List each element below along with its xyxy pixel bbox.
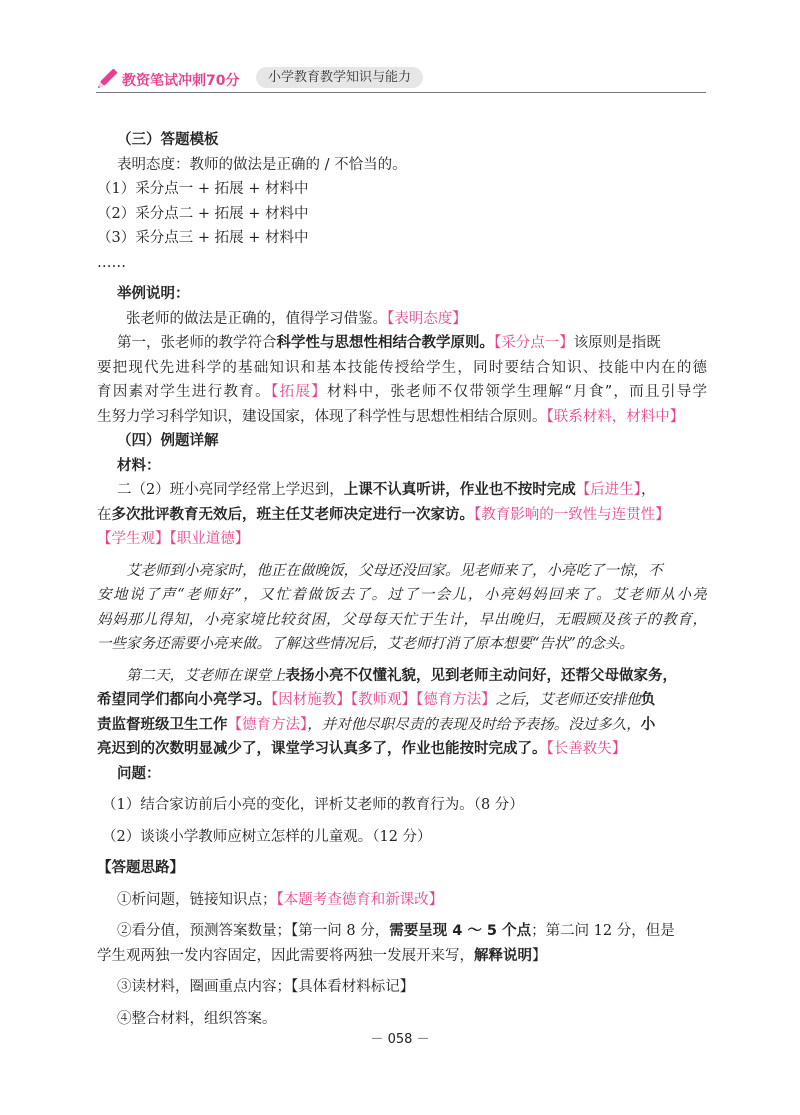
- paragraph-line: [97, 503, 707, 528]
- paragraph-line: [97, 405, 707, 430]
- paragraph-line: [97, 478, 707, 503]
- emphasis-text: 科学性与思想性相结合教学原则。: [276, 335, 494, 351]
- tag-label: 【联系材料，材料中】: [546, 408, 685, 425]
- handwritten-text: ，并对他尽职尽责的表现及时给予表扬。没过多久，: [307, 716, 641, 733]
- list-item: （2）采分点二 + 拓展 + 材料中: [97, 205, 309, 222]
- handwritten-text: 第二天，艾老师在课堂上: [126, 667, 286, 684]
- handwritten-text: 之后，艾老师还安排他: [495, 692, 641, 708]
- text: 育因素对学生进行教育。: [97, 384, 272, 400]
- paragraph-line: [97, 527, 707, 552]
- tag-label: 【表明态度】: [387, 310, 467, 327]
- emphasis-text: 希望同学们都向小亮学习。: [97, 692, 271, 708]
- text: 材料中，张老师不仅带领学生理解“月食”，而且引导学: [327, 384, 707, 400]
- text: 】: [532, 947, 547, 964]
- ellipsis: ……: [97, 254, 126, 271]
- step-item: [97, 919, 707, 944]
- paragraph-line: [97, 664, 707, 689]
- section-heading: 举例说明：: [117, 286, 190, 302]
- page-header: [96, 64, 706, 94]
- tag-label: 【德育方法】: [416, 692, 496, 708]
- tag-label: 【后进生】: [575, 482, 641, 498]
- step-item: [97, 888, 707, 913]
- section-heading: （三）答题模板: [117, 132, 219, 148]
- tag-label: 【因材施教】: [271, 692, 351, 708]
- step-item-continuation: [97, 944, 707, 969]
- tag-label: 【长善救失】: [546, 741, 627, 757]
- paragraph-line: [97, 688, 707, 713]
- subject-badge: 小学教育教学知识与能力: [256, 67, 423, 88]
- list-item: （3）采分点三 + 拓展 + 材料中: [97, 230, 309, 246]
- paragraph-line: [97, 713, 707, 738]
- tag-label: 【教育影响的一致性与连贯性】: [474, 506, 670, 523]
- handwritten-line: 一些家务还需要小亮来做。了解这些情况后，艾老师打消了原本想要“告状”的念头。: [97, 636, 634, 652]
- tag-label: 【教师观】: [350, 692, 416, 708]
- header-divider: [96, 92, 706, 93]
- text: ①析问题，链接知识点；: [117, 891, 277, 908]
- text: 生努力学习科学知识，建设国家，体现了科学性与思想性相结合原则。: [97, 408, 547, 425]
- paragraph-line: [97, 331, 707, 356]
- section-heading: 【答题思路】: [97, 860, 184, 876]
- question-item: （1）结合家访前后小亮的变化，评析艾老师的教育行为。（8 分）: [102, 797, 524, 813]
- tag-label: 【采分点一】: [494, 335, 574, 351]
- text: 学生观两独一发内容固定，因此需要将两独一发展开来写，: [97, 947, 474, 964]
- step-item: ④整合材料，组织答案。: [117, 1010, 277, 1027]
- list-item: （1）采分点一 + 拓展 + 材料中: [97, 181, 309, 197]
- emphasis-text: 小: [640, 716, 656, 733]
- pencil-icon: [96, 68, 118, 90]
- tag-label: 【本题考查德育和新课改】: [276, 891, 444, 908]
- text: 第一，张老师的教学符合: [117, 335, 277, 351]
- emphasis-text: 亮迟到的次数明显减少了，课堂学习认真多了，作业也能按时完成了。: [97, 741, 547, 757]
- text: 该原则是指既: [573, 335, 661, 351]
- emphasis-text: 上课不认真听讲，作业也不按时完成: [343, 482, 576, 498]
- text: ；第二问 12 分，但是: [531, 923, 675, 939]
- section-heading: （四）例题详解: [117, 433, 219, 449]
- emphasis-text: 表扬小亮不仅懂礼貌，见到老师主动问好，还帮父母做家务，: [285, 667, 677, 684]
- question-item: （2）谈谈小学教师应树立怎样的儿童观。（12 分）: [102, 828, 432, 845]
- main-content: [97, 128, 707, 1031]
- emphasis-text: 解释说明: [474, 947, 532, 964]
- text: ②看分值，预测答案数量；【第一问 8 分，: [117, 923, 390, 939]
- step-item: ③读材料，圈画重点内容；【具体看材料标记】: [117, 979, 415, 995]
- text: 张老师的做法是正确的，值得学习借鉴。: [126, 310, 387, 327]
- handwritten-line: 艾老师到小亮家时，他正在做晚饭，父母还没回家。见老师来了，小亮吃了一惊，不: [126, 562, 663, 579]
- text: 在: [97, 506, 112, 523]
- handwritten-line: 安地说了声“老师好”，又忙着做饭去了。过了一会儿，小亮妈妈回来了。艾老师从小亮: [97, 587, 707, 603]
- paragraph-line: [97, 307, 707, 332]
- emphasis-text: 责监督班级卫生工作: [97, 716, 228, 733]
- subheading: 问题：: [117, 765, 161, 782]
- emphasis-text: 多次批评教育无效后，班主任艾老师决定进行一次家访。: [111, 506, 474, 523]
- emphasis-text: 负: [640, 692, 656, 708]
- tag-label: 【德育方法】: [227, 716, 308, 733]
- paragraph-line: 要把现代先进科学的基础知识和基本技能传授给学生，同时要结合知识、技能中内在的德: [97, 359, 707, 376]
- tag-label: 【职业道德】: [169, 531, 250, 547]
- page-number: － 058 －: [370, 1032, 430, 1047]
- paragraph-line: [97, 737, 707, 762]
- tag-label: 【拓展】: [271, 384, 328, 400]
- emphasis-text: 需要呈现 4 ～ 5 个点: [389, 923, 532, 939]
- text: ，: [640, 482, 656, 498]
- tag-label: 【学生观】: [97, 531, 170, 547]
- brand-title: 教资笔试冲刺70分: [122, 73, 240, 89]
- subheading: 材料：: [117, 457, 161, 474]
- text: 二（2）班小亮同学经常上学迟到，: [117, 482, 344, 498]
- handwritten-line: 妈妈那儿得知，小亮家境比较贫困，父母每天忙于生计，早出晚归，无暇顾及孩子的教育，: [97, 611, 707, 628]
- paragraph-line: [97, 380, 707, 405]
- paragraph: 表明态度：教师的做法是正确的 / 不恰当的。: [117, 156, 407, 173]
